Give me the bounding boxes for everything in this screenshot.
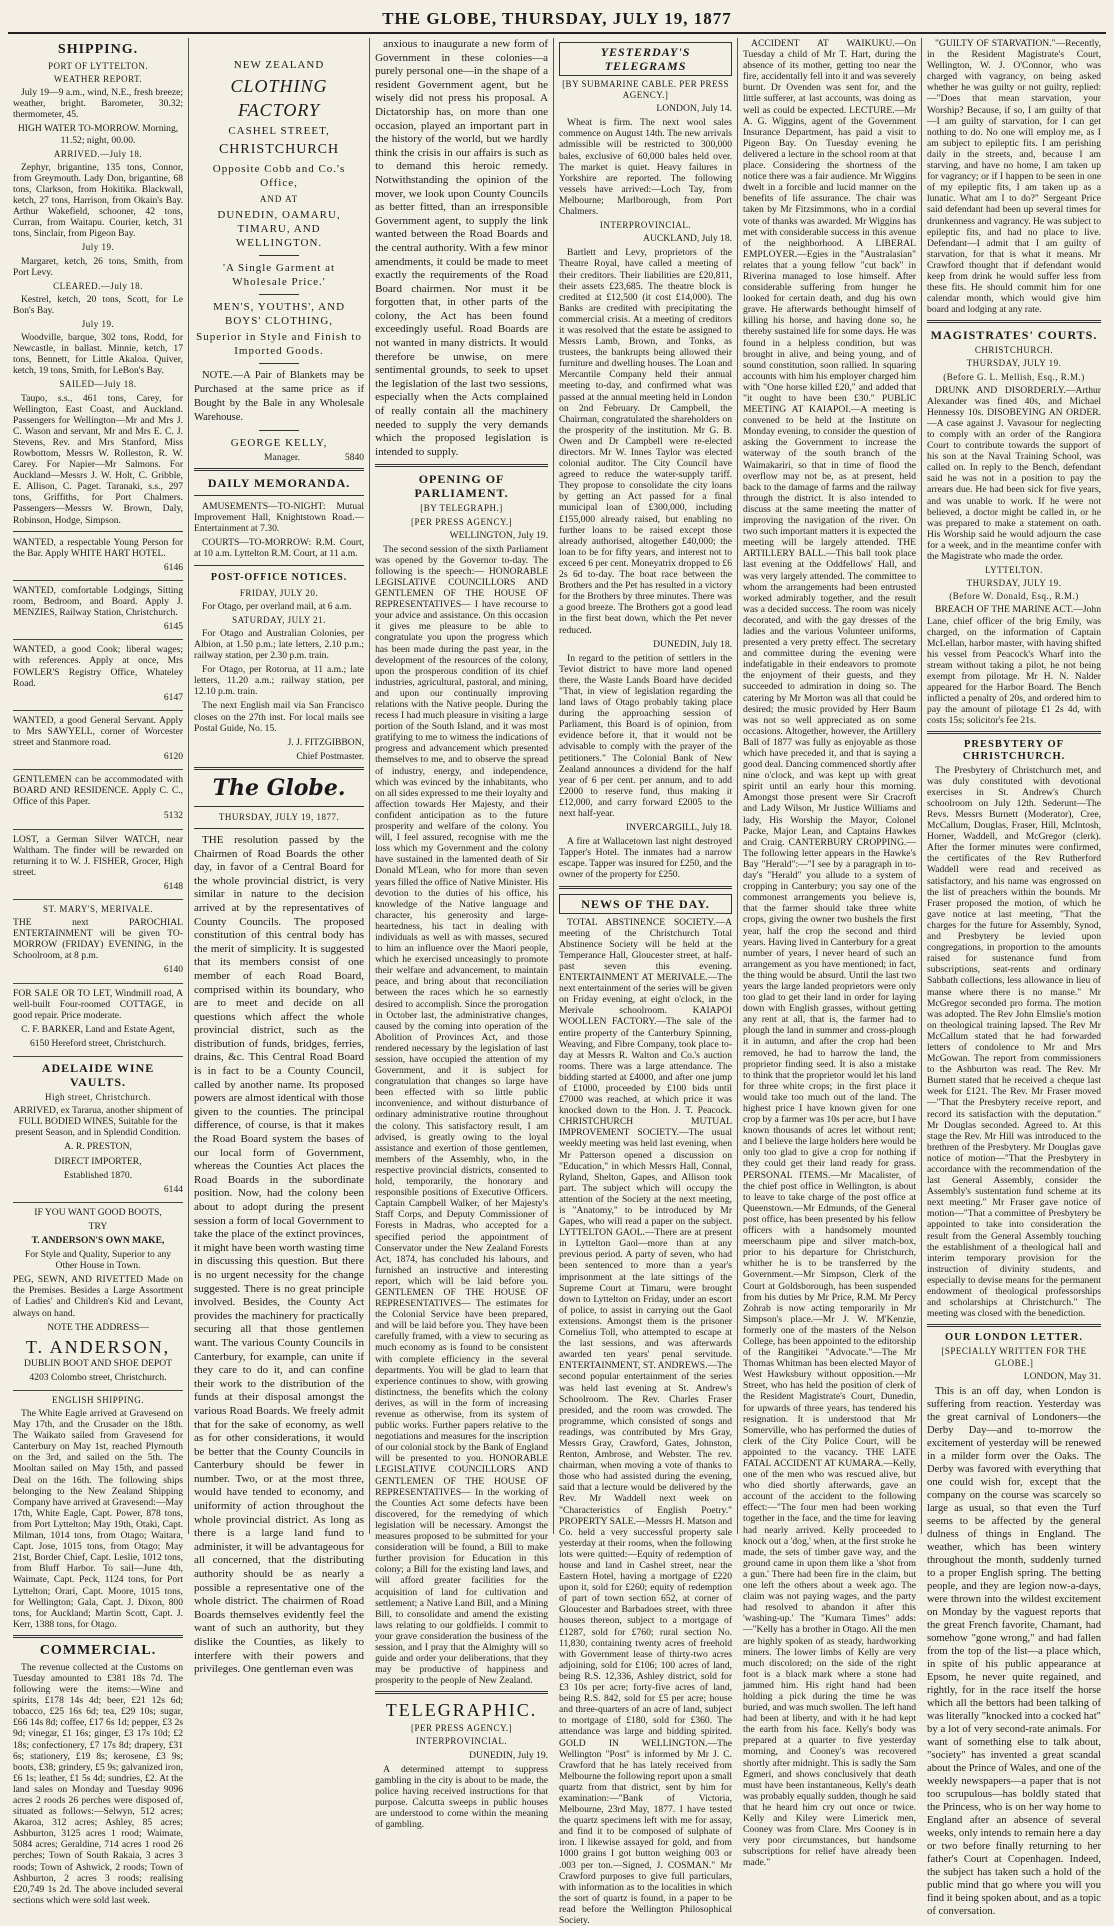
- parliament-heading: OPENING OF PARLIAMENT.: [414, 472, 509, 501]
- weather-text: July 19—9 a.m., wind, N.E., fresh breeze; weather, bright. Barometer, 30.32; thermometer, 45.: [13, 87, 184, 121]
- interprovincial-heading: INTERPROVINCIAL.: [599, 220, 692, 231]
- ad-line: T. ANDERSON'S OWN MAKE,: [31, 1234, 165, 1246]
- per-press: [PER PRESS AGENCY.]: [411, 516, 513, 527]
- ad-goods: MEN'S, YOUTHS', AND BOYS' CLOTHING,: [213, 301, 346, 327]
- masthead: THE GLOBE, THURSDAY, JULY 19, 1877: [8, 6, 1106, 34]
- commercial-heading: COMMERCIAL.: [39, 1642, 157, 1658]
- ad-superior: Superior in Style and Finish to Imported Goods.: [196, 331, 362, 357]
- ad-factory: CLOTHING FACTORY: [230, 76, 328, 120]
- interprovincial-heading: INTERPROVINCIAL.: [415, 1736, 508, 1747]
- leader-continued: anxious to inaugurate a new form of Government in these colonies—a purely personal one—in the shape of a resident Government agent, but he wisely did not press his proposal. A Dictatorship has, on more than one occasion, played an important part in the history of the world, but we hardly think the crisis in our affairs is such as to demand this heroic remedy. Notwithstanding the opinion of the mover, we look upon County Councils as better fitted, than an irresponsible Government agent, to supply the link wanted between the Road Boards and the central authority. With a few minor amendments, it could be made to meet exactly the requirements of the Road Board chairmen. Nor must it be forgotten that, in other parts of the colony, the Act has been found exceedingly useful. Road Boards are not wanted in many districts. It would therefore be unwise, on mere sentimental grounds, to seek to upset the legislation of the last two sessions, especially when the Acts complained of really contain all the machinery needed to supply the very demands which the proposed legislation is intended to supply.: [375, 38, 549, 458]
- ad-text: WANTED, comfortable Lodgings, Sitting room, Bedroom, and Board. Apply J. MENZIES, Railway Station, Christchurch.: [13, 584, 184, 619]
- auckland-text: Bartlett and Levy, proprietors of the Theatre Royal, have called a meeting of their creditors. Their liabilities are £20,811, their assets £23,685. The theatre block is credited at £12,500 (it cost £14,000). The Banks are credited with precipitating the commercial crisis. At a meeting of creditors it was resolved that the estate be assigned to Messrs Lamb, Brown, and Tonks, as trustees, the bankrupts being allowed their furniture and dwelling houses. The Loan and Mercantile Company held their annual meeting to-day, and confirmed what was passed at the annual meeting held in London on 2nd February. Dr Campbell, the Chairman, congratulated the shareholders on the prosperity of the institution. Mr G. B. Owen and Dr Campbell were re-elected directors. Mr W. Innes Taylor was elected colonial auditor. The City Council have agreed to reduce the water-supply tariff. They propose to consolidate the city loans by getting an Act passed for a final municipal loan of £300,000, including £155,000 already raised, but enabling no further loans to be raised except those already authorised, altogether £40,000; the loan to be for fifty years, and interest not to exceed 6 per cent. Moneyatrix dropped to £6 2s 6d to-day. The boat race between the Brothers and the Pet has resulted in a victory for the Brothers by three minutes. There was a good breeze. The Brothers got a good lead in the first beat down, which the Pet never reduced.: [559, 247, 733, 636]
- news-continued: ACCIDENT AT WAIKUKU.—On Tuesday a child of Mr T. Hart, during the absence of its mother, getting too near the fire, accidentally fell into it and was severely burnt. Dr Ovenden was sent for, and the little sufferer, at last accounts, was doing as well as could be expected. LECTURE.—Mr A. G. Wiggins, agent of the Government Insurance Department, has paid a visit to Pigeon Bay. On Tuesday evening he delivered a lecture in the school room at that place. Considering the shortness of the notice there was a fair audience. Mr Wiggins dwelt in a forcible and lucid manner on the benefits of life assurance. The chair was taken by Mr Fitzsimmons, who in a cordial vote of thanks was awarded. Mr Wiggins has met with considerable success in this avenue of the neighborhood. A LIBERAL EMPLOYER.—Egies in the "Australasian" relates that a young fellow "cut back" in Riverina managed to lose himself. After considerable suffering from hunger he looked for certain death, and dug his own grave. He afterwards bethought himself of killing his horse, and having done so, he thereby sustained life for some days. He was found in a helpless condition, but was brought in alive, and being young, and of sound constitution, soon rallied. In squaring accounts with him his employer charged him with "One horse killed £20," and added that "it ought to have been £30." PUBLIC MEETING AT KAIAPOI.—A meeting is convened to be held at the Institute on Monday evening, to consider the question of asking the Government to increase the waterway of the south branch of the Waimakariri, so that in time of flood the overflow may not be, as at present, held back to the damage of farms and the railway through the district. It is also intended to discuss at the same meeting the matter of improving the navigation of the river. On two such important matters it is expected the meeting will be largely attended. THE ARTILLERY BALL.—This ball took place last evening at the Oddfellows' Hall, and was very largely attended. The committee to whom the arrangements had been entrusted worked admirably together, and the result was a decided success. The room was nicely decorated, and with the gay dresses of the ladies and the various Volunteer uniforms, presented a very pretty effect. The secretary and committee during the evening were indefatigable in their endeavors to promote the enjoyment of their guests, and they succeeded to admiration in doing so. The catering by Mr Morton was all that could be desired; the music provided by Herr Baum was not so well appreciated as on some occasions. Altogether, however, the Artillery Ball of 1877 was fully as enjoyable as those which have preceded it, and that is saying a good deal. Dancing commenced shortly after nine o'clock, and was kept up with great spirit until an early hour this morning. Amongst those present were Sir Cracroft and Lady Wilson, Mr Justice Williams and lady, His Worship the Mayor, Colonel Packe, Major Lean, and Captains Hawkes and Craig. CANTERBURY CROPPING.—The following letter appears in the Hawke's Bay "Herald":—"I see by a paragraph in to-day's "Herald" you allude to a system of cropping in Canterbury; you say one of the commonest arrangements you believe is, that the farmer should take three white crops, giving the owner two bushels the first year, half the crop the second and third years. Having lived in Canterbury for a great number of years, I never heard of such an arrangement as you have mentioned; in fact, the thing would be absurd. Until the last two years the large landed proprietors were only too glad to get their land in order for laying down with English grasses, without getting any rent at all, that is, the farmer had to plough the land in summer and cross-plough it in autumn, and after the crop had been removed, he had to harrow the land, the proprietor finding seed. It is also a mistake to think that the proprietor would let his land for three white crops; in the first place it would take too much out of the land. The highest price I have known given for one crop by a farmer was 10s per acre, but I have known thousands of acres let without rent; and I believe the large holders here would be only too glad to give a crop for nothing if they could get their land ready for grass. PERSONAL ITEMS.—Mr Macalister, of the chief post office in Wellington, is about to leave to take charge of the post office at Queenstown.—Mr Edmunds, of the General post office, has been presented by his fellow officers with a handsomely mounted meerschaum pipe and silver match-box, prior to his departure for Christchurch, whither he is to be transferred by the Government.—Mr Simpson, Clerk of the Court at Goldsborough, has been suspended from his duties by Mr Price, R.M. Mr Percy Zohrab is now acting temporarily in Mr Simpson's place.—Mr J. W. M'Kenzie, formerly one of the masters of the Nelson College, has been appointed to the editorship of the Rangitikei "Advocate."—The Mr Thomas Whitman has been elected Mayor of West Hawksbury without opposition.—Mr Street, who has held the position of clerk of the Resident Magistrate's Court, Dunedin, for upwards of three years, has tendered his resignation. It is understood that Mr Somerville, who has performed the duties of clerk of the City Police Court, will be appointed to the vacancy. THE LATE FATAL ACCIDENT AT KUMARA.—Kelly, one of the men who was rescued alive, but who died shortly afterwards, gave an account of the accident to the following effect:—"The four men had been working together in the face, and the time for leaving had nearly arrived. Kelly proceeded to knock out a 'dog,' when, at the first stroke he made, the sets of timber gave way, and the ground came in upon them like a 'shot from a gun.' There had been fire in the claim, but one left the others about a week ago. The claim was not paying wages, and the party had resolved to abandon it after this 'washing-up.' The "Kumara Times" adds:—"Kelly has a brother in Otago. All the men are highly spoken of as steady, hardworking miners. The lower limbs of Kelly are very much discolored; on the side of the right foot is a black mark where a stone had jammed him. His right hand had been holding a pick during the time he was buried, and was much swollen. The left hand had been at liberty, and with it he had kept the earth from his face. Kelly's body was prepared at a quarter to five yesterday morning, and Cooney's was recovered shortly after midnight. This is sadly the Sam Egmeri, and shows conclusively that death must have been instantaneous, Kelly's death was probably equally sudden, though he said that he heard him cry out once or twice. Kelly and Kiley were Limerick men, Cooney was from Clare. Mrs Cooney is in very poor circumstances, but handsome subscriptions for relief have already been made.": [743, 38, 917, 1869]
- ad-line: For Style and Quality, Superior to any Other House in Town.: [24, 1249, 172, 1272]
- arrived-heading: ARRIVED.—July 18.: [53, 148, 143, 159]
- dateline: INVERCARGILL, July 18.: [625, 822, 733, 834]
- courts: COURTS—TO-MORROW: R.M. Court, at 10 a.m. Lyttelton R.M. Court, at 11 a.m.: [194, 537, 365, 560]
- leader-date: THURSDAY, JULY 19, 1877.: [218, 811, 340, 822]
- columns: [8, 38, 1106, 1926]
- column-5: [738, 38, 922, 1869]
- dateline: LONDON, May 31.: [1023, 1370, 1101, 1382]
- post-heading: POST-OFFICE NOTICES.: [210, 571, 348, 583]
- ad-line: PEG, SEWN, AND RIVETTED Made on the Premises. Besides a Large Assortment of Ladies' and Children's Kid and Levant, always on hand.: [13, 1274, 184, 1319]
- london-letter-heading: OUR LONDON LETTER.: [945, 1332, 1083, 1344]
- ad-number: 5840: [344, 452, 365, 463]
- news-text: TOTAL ABSTINENCE SOCIETY.—A meeting of the Christchurch Total Abstinence Society will be held at the Temperance Hall, Gloucester street, at half-past seven this evening. ENTERTAINMENT AT MERIVALE.—The next entertainment of the series will be given on Friday evening, at eight o'clock, in the Merivale schoolroom. KAIAPOI WOOLLEN FACTORY.—The sale of the entire property of the Canterbury Spinning, Weaving, and Fibre Company, took place to-day at Messrs R. Walton and Co.'s auction rooms. There was a large attendance. The bidding started at £4000, and after one jump of £1000, proceeded by £100 bids until £7000 was reached, at which price it was knocked down to the Hon. J. T. Peacock. CHRISTCHURCH MUTUAL IMPROVEMENT SOCIETY.—The usual weekly meeting was held last evening, when Mr Patterson opened a discussion on "Education," in which Messrs Hall, Connal, Ryland, Shelton, Gapes, and Allison took part. The subject which will occupy the attention of the Society at the next meeting, is "Anatomy," to be introduced by Mr Gapes, who will read a paper on the subject. LYTTELTON GAOL.—There are at present in Lyttelton Gaol—more than at any previous period. A party of seven, who had been sentenced to more than a year's imprisonment at the late sittings of the Supreme Court at Timaru, were brought down to Lyttelton on Friday, under an escort of police, to assist in carrying out the Gaol extensions. Amongst them is the prisoner Cornelius Toll, who attempted to escape at the last sessions, and was afterwards awarded ten years' penal servitude. ENTERTAINMENT, ST. ANDREWS.—The second popular entertainment of the series was held last evening at St. Andrew's Schoolroom. The Rev. Charles Fraser presided, and the room was crowded. The programme, which consisted of songs and readings, was contributed by Mrs Gray, Messrs Gray, Crawford, Gates, Johnston, Renton, Ambrose, and Webster. The rev. chairman, when moving a vote of thanks to those who had assisted during the evening, said that a lecture would be delivered by the Rev. Mr Waddell next week on "Characteristics of English Poetry." PROPERTY SALE.—Messrs H. Matson and Co. held a very successful property sale yesterday at their rooms, when the following lots were quitted:—Equity of redemption of house and land in Cashel street, near the Eastern Hotel, having a mortgage of £220 upon it, sold for £260; equity of redemption of part of town section 652, at corner of Gloucester and Barbadoes street, with three houses thereon, subject to a mortgage of £1287, sold for £760; rural section No. 11,830, containing twenty acres of freehold with Government lease of thirty-two acres adjoining, sold for £106; 100 acres of land, being R.S. 12,336, Ashley district, sold for £3 10s per acre; forty-five acres of land, being R.S. 842, sold for £5 per acre; house and three-quarters of an acre of land, subject to mortgage of £180, sold for £360. The attendance was large and bidding spirited. GOLD IN WELLINGTON.—The Wellington "Post" is informed by Mr J. C. Crawford that he has lately received from Melbourne the following report upon a small quartz from that district, sent by him for examination:—"Bank of Victoria, Melbourne, 23rd May, 1877. I have tested the quartz specimens left with me for assay, and find it to be composed of sulphate of iron. I likewise assayed for gold, and from 1000 grains I got button weighing 003 or .003 per ton.—Signed, J. COSMAN." Mr Crawford purposes to give full particulars, with information as to the localities in which the sort of quartz is found, in a paper to be read before the Wellington Philosophical Society.: [559, 916, 733, 1926]
- lyttelton-heading: LYTTELTON.: [985, 565, 1043, 576]
- ad-line: DUBLIN BOOT AND SHOE DEPOT: [24, 1357, 173, 1369]
- ad-number: 6146: [163, 561, 184, 573]
- high-water: HIGH WATER TO-MORROW. Morning, 11.52; night, 00.00.: [17, 123, 179, 146]
- july19-heading: July 19.: [81, 242, 115, 253]
- ad-number: 6147: [163, 691, 184, 703]
- ad-cashel: CASHEL STREET,: [228, 125, 330, 137]
- presbytery-heading: PRESBYTERY OF CHRISTCHURCH.: [962, 739, 1066, 762]
- ad-text: THE next PAROCHIAL ENTERTAINMENT will be given TO-MORROW (FRIDAY) EVENING, in the Schoolroom, at 8 p.m.: [13, 917, 184, 962]
- ad-st-marys: [13, 904, 183, 984]
- dateline: WELLINGTON, July 19.: [449, 529, 549, 541]
- port-heading: PORT OF LYTTELTON.: [47, 61, 149, 71]
- dunedin-text: In regard to the petition of settlers in the Teviot district to have more land opened there, the Waste Lands Board have decided "That, in view of legislation regarding the land laws of Otago probably taking place during the approaching session of Parliament, this Board is of opinion, from evidence before it, that it would not be advisable to comply with the prayer of the petitioners." The Colonial Bank of New Zealand announces a dividend for the half year of 6 per cent. per annum, and to add £2000 to reserve fund, thus making it £12,000, and carry forward £2005 to the next half-year.: [559, 652, 733, 819]
- ad-heading: ADELAIDE WINE VAULTS.: [41, 1061, 155, 1090]
- ad-and-at: AND AT: [259, 194, 299, 204]
- ad-note: NOTE.—A Pair of Blankets may be Purchased at the same price as if Bought by the Bale in any Wholesale Warehouse.: [194, 370, 365, 423]
- ad-number: 5132: [163, 810, 184, 822]
- ad-number: 6140: [163, 964, 184, 976]
- post-1: For Otago, per overland mail, at 6 a.m.: [202, 600, 352, 612]
- july19b-heading: July 19.: [81, 318, 115, 329]
- post-4: The next English mail via San Francisco closes on the 27th inst. For local mails see Postal Guide, No. 15.: [194, 700, 365, 734]
- ad-role: DIRECT IMPORTER,: [54, 1155, 142, 1167]
- lyttelton-date: THURSDAY, JULY 19.: [966, 578, 1062, 589]
- ad-text: WANTED, a good General Servant. Apply to Mrs SAWYELL, corner of Worcester street and Stanmore road.: [13, 714, 184, 748]
- post-2: For Otago and Australian Colonies, per Albion, at 1.50 p.m.; late letters, 2.10 p.m.; railway station, per 2.30 p.m. train.: [194, 627, 365, 662]
- chch-before: (Before G. L. Mellish, Esq., R.M.): [943, 371, 1085, 382]
- ad-est: Established 1870.: [63, 1169, 133, 1181]
- post-date: FRIDAY, JULY 20.: [239, 587, 319, 598]
- sailed-text: Taupo, s.s., 461 tons, Carey, for Wellington, East Coast, and Auckland. Passengers for Wellington—Mr and Mrs J. C. Wason and servant, Mr and Mrs E. C. J. Stevens, Rev. and Mrs Stanford, Miss Rowbottom, Messrs W. Rolleston, R. W. Carey. For Napier—Mr Salmons. For Auckland—Messrs J. W. Holt, C. Gribble, E. Allison, C. Paget. Taranaki, s.s., 297 tons, Griffiths, for Port Chalmers. Passengers—Messrs W. Brown, Daly, Robinson, Hodge, Simpson.: [13, 392, 184, 526]
- ad-line: NOTE THE ADDRESS—: [47, 1321, 149, 1333]
- margaret-text: Margaret, ketch, 26 tons, Smith, from Port Levy.: [13, 255, 184, 278]
- ad-line: TRY: [88, 1220, 108, 1232]
- ad-text: ARRIVED, ex Tararua, another shipment of FULL BODIED WINES, Suitable for the present Season, and in Splendid Condition.: [13, 1105, 183, 1139]
- ad-heading: ST. MARY'S, MERIVALE.: [42, 904, 154, 914]
- arrived-text: Zephyr, brigantine, 135 tons, Connor, from Greymouth. Lady Don, brigantine, 68 tons, Clarkson, from Hokitika. Blackwall, ketch, 27 tons, Harrison, from Okain's Bay. Arthur Wakefield, schooner, 42 tons, Curran, from Waitapu. Courier, ketch, 31 tons, Sinclair, from Pigeon Bay.: [13, 161, 184, 240]
- dateline: LONDON, July 14.: [656, 103, 733, 115]
- speech-text: The second session of the sixth Parliament was opened by the Governor to-day. The following is the speech:— HONORABLE LEGISLATIVE COUNCILLORS AND GENTLEMEN OF THE HOUSE OF REPRESENTATIVES— I have recourse to your advice and assistance. On this occasion it gives me pleasure to be able to congratulate you upon the progress which has been made during the past year, in the development of the resources of the colony, upon the prosperous condition of its chief industries, agricultural, pastoral, and mining, and upon our continually improving relations with the Native people. During the recess I had much pleasure in visiting a large portion of the South Island, and it was most gratifying to me to witness the indications of progress and advancement which presented themselves to me, and to observe the spread of industry, energy, and independence, which was evinced by the inhabitants, who on all sides expressed to me their loyalty and affection towards Her Majesty, and their confident anticipation as to the future prosperity and welfare of the colony. You will, I feel assured, recognise with me the loss which my Government and the colony have sustained in the lamented death of Sir Donald M'Lean, who for more than seven years filled the office of Native Minister. His devotion to the duties of his office, his knowledge of the Native language and character, his generosity and large-heartedness, his tact in dealing with individuals as well as with masses, secured to him an influence over the Maori people, which he exercised unceasingly to promote their welfare and advancement, to maintain peace, and bring about that reconciliation between the races which he so earnestly desired to accomplish. Since the prorogation in October last, the administrative changes, caused by the coming into operation of the Abolition of Provinces Act, and those rendered necessary by the legislation of last session, have occupied the attention of my Government, and it is subject for congratulation that changes so large have been effected with so little public inconvenience, and without disturbance of ordinary administrative routine throughout the colony. This satisfactory result, I am advised, is greatly owing to the loyal assistance and exertion of those gentlemen, members of the Assembly, who, in the respective provincial districts, consented to hold, temporarily, the honorary and responsible positions of Executive Officers. Captain Campbell Walker, of her Majesty's Staff Corps, and Deputy Commissioner of Forests in Madras, who accepted for a specified period the appointment of Conservator under the New Zealand Forests Act, 1874, has concluded his labours, and furnished an instructive and interesting report, which will be laid before you. GENTLEMEN OF THE HOUSE OF REPRESENTATIVES— The estimates for the Colonial Service have been prepared, and will be laid before you. They have been carefully framed, with a view to securing as much economy as is found to be consistent with complete efficiency in the several departments. You will be glad to learn that experience continues to show, with growing distinctness, the benefits which the colony derives, as will in the form of increasing revenue as otherwise, from its system of public works. Further papers relative to the negotiations and measures for the inscription of our colonial stock by the Bank of England will be presented to you. HONORABLE LEGISLATIVE COUNCILLORS AND GENTLEMEN OF THE HOUSE OF REPRESENTATIVES— In the working of the Counties Act some defects have been discovered, for the remedying of which legislation will be necessary. Amongst the measures proposed to be submitted for your consideration will be found, a Bill to make further provision for Education in this colony; a Bill for the existing land laws, and will afford greater facilities for the acquisition of land for cultivation and settlement; a Native Land Bill, and a Mining Bill, to consolidate and amend the existing laws relating to our goldfields. I commit to your grave consideration the business of the session, and I pray that the Almighty will so guide and order your deliberations, that they may be productive of happiness and prosperity to the people of New Zealand.: [375, 543, 549, 1687]
- chch-court-text: DRUNK AND DISORDERLY.—Arthur Alexander was fined 40s, and Michael Hennessy 10s. DISOBEYING AN ORDER.—A case against J. Vavasour for neglecting to comply with an order of the Rangiora Court to contribute towards the support of his son at the Naval Training School, was called on. In reply to the Bench, defendant said he was not in a position to pay the arrears due. He had been sick for five years, and was unable to work. If he were not believed, a doctor might be called in, or he was prepared to make a statement on oath. His Worship said he would adjourn the case for a week, and in the meantime confer with the Magistrate who made the order.: [927, 384, 1101, 563]
- weather-heading: WEATHER REPORT.: [53, 74, 143, 85]
- post-role: Chief Postmaster.: [296, 750, 365, 762]
- magistrates-heading: MAGISTRATES' COURTS.: [930, 328, 1098, 343]
- ad-wanted-cook: [13, 644, 183, 710]
- ad-number: 6148: [163, 880, 184, 892]
- column-2: [189, 38, 370, 1676]
- ad-text: WANTED, a good Cook; liberal wages; with references. Apply at once, Mrs FOWLER'S Registry Office, Whateley Road.: [13, 644, 184, 689]
- ad-gentlemen-board: [13, 774, 183, 829]
- yesterdays-telegrams-heading: YESTERDAY'S TELEGRAMS: [559, 42, 732, 76]
- leader-text: THE resolution passed by the Chairmen of Road Boards the other day, in favor of a Central Board for the whole provincial district, is very similar in nature to the decision arrived at by the representatives of County Councils. The proposed constitution of this central body has the merit of simplicity. It is suggested that its members consist of one member of each Road Board, comprised within its boundary, who are to meet and decide on all questions which affect the whole provincial district, such as the distribution of funds, bridges, ferries, drains, &c. This Central Road Board is in fact to be a County Council, called by another name. Its proposed powers are almost identical with those given to the counties. The principal difference, of course, is that it makes the Road Board system the bases of our local form of Government, whereas the Counties Act places the Road Boards in the subordinate position. Now, had the colony been about to adopt during the present session a form of local Government to take the place of the extinct provinces, it might have been worth wasting time in discussing this question. But there is no urgent necessity for the change suggested. There is no great principle involved. Besides, the County Act provides the machinery for practically securing all that those gentlemen want. The various County Councils in Canterbury, for example, can unite if they care to do it, and can confine their work to the distribution of the funds at their disposal amongst the various Road Boards. We freely admit that for the sake of economy, as well as for other considerations, it would be better that the County Councils in Canterbury should be fewer in number. Two, or at the most three, would have tended to economy, and uniformity of action throughout the whole provincial district. As long as there is a large land fund to administer, it will be advantageous for all concerned, that the distributing authority should be as nearly a possible a representative one of the whole district. The chairmen of Road Boards themselves evidently feel the want of such an authority, but they dislike the Counties, as likely to interfere with their powers and privileges. One gentleman even was: [194, 833, 365, 1676]
- english-shipping-text: The White Eagle arrived at Gravesend on May 17th, and the Crusader on the 18th. The Waikato sailed from Gravesend for Canterbury on May 1st, reached Plymouth on the 3rd, and sailed on the 5th. The Mooltan sailed on May 15th, and passed Deal on the 16th. The following ships belonging to the New Zealand Shipping Company have arrived at Gravesend:—May 17th, White Eagle, Capt. Power, 878 tons, from Port Lyttelton; May 19th, Otaki, Capt. Milman, 1014 tons, from Otago; Waitara, Capt. Jose, 1015 tons, from Otago; May 21st, Border Chief, Capt. Leslie, 1012 tons, from Bluff Harbor. To sail—June 4th, Waimate, Capt. Peck, 1124 tons, for Port Lyttelton; Orari, Capt. Moore, 1015 tons, for Wellington; Gala, Capt. J. Dixon, 800 tons, for Auckland; Martin Scott, Capt. J. Kerr, 1388 tons, for Otago.: [13, 1408, 184, 1630]
- post-name: J. J. FITZGIBBON,: [287, 736, 365, 748]
- post-saturday: SATURDAY, JULY 21.: [232, 614, 326, 625]
- ad-city: CHRISTCHURCH: [218, 142, 340, 157]
- ad-manager-role: Manager.: [264, 452, 300, 463]
- column-1: [8, 38, 189, 1906]
- chch-heading: CHRISTCHURCH.: [974, 345, 1054, 356]
- london-letter-special: [SPECIALLY WRITTEN FOR THE GLOBE.]: [941, 1346, 1087, 1368]
- ad-line: IF YOU WANT GOOD BOOTS,: [34, 1206, 162, 1218]
- cable-agency: [BY SUBMARINE CABLE. PER PRESS AGENCY.]: [562, 79, 730, 101]
- dateline: AUCKLAND, July 18.: [643, 233, 733, 245]
- commercial-text: The revenue collected at the Customs on Tuesday amounted to £381 18s 7d. The following were the items:—Wine and spirits, £178 14s 4d; beer, £21 12s 6d; tobacco, £25 16s 6d; tea, £29 10s; sugar, £66 14s 8d; coffee, £17 6s 1d; pepper, £3 2s 9d; vinegar, £1 16s; ginger, £3 17s 10d; £2 18s; confectionery, £7 17s 8d; drapery, £31 6s; stationery, £19 8s; kerosene, £3 9s; boots, £38; grindery, £5 9s; galvanized iron, £6 1s; leather, £1 5s 4d; sundries, £2. At the land sales on Monday and Tuesday 9096 acres 2 roods 26 perches were disposed of, situated as follows:—Selwyn, 512 acres; Akaroa, 312 acres; Ashley, 85 acres; Ashburton, 3125 acres 1 rood; Waimate, 5084 acres; Geraldine, 714 acres 1 rood 26 perches; Town of South Rakaia, 3 acres 3 roods; Town of Ashwick, 2 roods; Town of Ashburton, 2 acres 3 roods; realising £20,749 1s 2d. The above included several sections which were sold last week.: [13, 1661, 184, 1906]
- ad-text: WANTED, a respectable Young Person for the Bar. Apply WHITE HART HOTEL.: [13, 536, 184, 559]
- ad-lost-watch: [13, 834, 183, 900]
- cable-text: Wheat is firm. The next wool sales commence on August 14th. The new arrivals admissible will be restricted to 300,000 bales, exclusive of 60,000 bales held over. The market is quiet. Heavy failures in Yorkshire are reported. The following vessels have arrived:—Loch Tay, from Melbourne; Marlborough, from Port Chalmers.: [559, 117, 733, 218]
- shipping-heading: SHIPPING.: [57, 42, 139, 57]
- starvation-text: "GUILTY OF STARVATION."—Recently, in the Resident Magistrate's Court, Wellington, W. J. O'Connor, who was charged with vagrancy, on being asked whether he was guilty or not guilty, replied:—"Does that mean starvation, your Worship? Because, if so, I am guilty of that—I am guilty of starvation, for I can get nothing to do. No one will employ me, as I am subject to epileptic fits. I am perishing daily in the streets, and, because I am starving, and have no home, I am taken up for vagrancy; or if I happen to be seen in one of my epileptic fits, I am taken up as a lunatic. What am I to do?" Sergeant Price said defendant had been up several times for drunkenness and vagrancy. He was subject to epileptic fits, and had no place to live. Defendant—I admit that I am guilty of starvation, for that is what it means. Mr Crawford thought that if defendant would keep from drink he would suffer less from these fits. He should commit him for one calendar month, which would give him board and lodging at any rate.: [927, 38, 1101, 316]
- column-6: [922, 38, 1106, 1917]
- chch-date: THURSDAY, JULY 19.: [966, 358, 1062, 369]
- amusements: AMUSEMENTS—TO-NIGHT: Mutual Improvement Hall, Knightstown Road.—Entertainment at 7.30.: [194, 501, 365, 535]
- ad-text: GENTLEMEN can be accommodated with BOARD AND RESIDENCE. Apply C. C., Office of this Paper.: [13, 774, 184, 808]
- ad-opposite: Opposite Cobb and Co.'s Office,: [212, 163, 346, 189]
- ad-slogan: 'A Single Garment at Wholesale Price.': [222, 262, 336, 288]
- ad-name: A. R. PRESTON,: [64, 1141, 132, 1153]
- ad-line: 4203 Colombo street, Christchurch.: [29, 1371, 167, 1383]
- ad-name: C. F. BARKER, Land and Estate Agent,: [21, 1023, 175, 1035]
- presbytery-text: The Presbytery of Christchurch met, and was duly constituted with devotional exercises in St. Andrew's Church schoolroom on July 12th. Sederunt—The Revs. Messrs Burnett (Moderator), Cree, McCallum, Douglas, Fraser, Hill, McIntosh, Horner, Waddell, and McGregor (clerk). After the former minutes were confirmed, the certificates of the Rev Rutherford Waddell were read and received as satisfactory, and his name was engrossed on the list of preachers within the bounds. Mr Fraser proposed the motion, of which he gave notice at last meeting, "That the charges for the future for Assembly, Synod, and Presbytery be levied upon congregations, in proportion to the amounts raised for sustenance fund from subscriptions, seat-rents and ordinary Sabbath collections, less allowance in lieu of manse where there is no manse." Mr McGregor seconded pro forma. The motion was adopted. The Rev John Elmslie's motion on theological training lapsed. The Rev Mr McCallum stated that he had forwarded letters of condolence to Mr and Mrs McGowan. The report from commissioners to the Ashburton was read. The Rev. Mr Burnett stated that he received a cheque last week for £121. The Rev. Mr Fraser moved—"That the Presbytery receive report, and record its satisfaction with the deputation." Mr Douglas seconded. Agreed to. At this stage the Rev. Mr Hill was introduced to the brethren of the Presbytery. Mr Douglas gave notice of motion—"That the Presbytery in accordance with the recommendation of the last General Assembly, consider the Assembly's sustentation fund scheme at its next meeting." Mr Fraser gave notice of motion—"That a committee of Presbytery be appointed to take into consideration the result from the General Assembly touching the establishment of a theological hall and interim temporary provision for the instruction of divinity students, and especially to devise means for the permanent endowment of theological professorships and scholarships at Christchurch." The meeting was closed with the benediction.: [927, 764, 1101, 1320]
- ad-street: High street, Christchurch.: [45, 1092, 151, 1103]
- column-3: [370, 38, 554, 1831]
- globe-nameplate: The Globe.: [212, 774, 346, 801]
- english-shipping-heading: ENGLISH SHIPPING.: [52, 1394, 145, 1405]
- cleared2-text: Woodville, barque, 302 tons, Rodd, for Newcastle, in ballast. Minnie, ketch, 17 tons, Bennett, for Little Akaloa. Quiver, ketch, 19 tons, Smith, for LeBon's Bay.: [13, 332, 184, 377]
- invercargill-text: A fire at Wallacetown last night destroyed Tapper's Hotel. The inmates had a narrow escape. Tapper was insured for £250, and the owner of the property for £250.: [559, 836, 733, 881]
- ad-manager-name: GEORGE KELLY,: [230, 437, 328, 449]
- post-3: For Otago, per Rotorua, at 11 a.m.; late letters, 11.20 a.m.; railway station, per 12.10 p.m. train.: [194, 664, 365, 698]
- telegraphic-text: A determined attempt to suppress gambling in the city is about to be made, the police having received instructions for that purpose. Calcutta sweeps in public houses are understood to come within the meaning of gambling.: [375, 1763, 549, 1831]
- cleared-heading: CLEARED.—July 18.: [53, 280, 143, 291]
- by-telegraph: [BY TELEGRAPH.]: [420, 503, 503, 514]
- lyttelton-court-text: BREACH OF THE MARINE ACT.—John Lane, chief officer of the brig Emily, was charged, on the information of Captain McLellan, harbor master, with having shifted his vessel from Peacock's Wharf into the stream without taking a pilot, he not being exempt from pilotage. Mr H. N. Nalder appeared for the Harbor Board. The Bench inflicted a penalty of 20s, and ordered him to pay the amount of pilotage £1 2s 4d, with costs 15s; solicitor's fee 21s.: [927, 604, 1101, 727]
- ad-adelaide-wine: [13, 1061, 183, 1203]
- dateline: DUNEDIN, July 19.: [469, 1749, 549, 1761]
- ad-towns: DUNEDIN, OAMARU, TIMARU, AND WELLINGTON.: [217, 209, 341, 249]
- sailed-heading: SAILED—July 18.: [59, 379, 137, 390]
- ad-wanted-lodgings: [13, 585, 183, 640]
- ad-address: 6150 Hereford street, Christchurch.: [29, 1037, 167, 1049]
- ad-number: 6145: [163, 621, 184, 633]
- ad-number: 6120: [163, 751, 184, 763]
- dateline: DUNEDIN, July 18.: [653, 638, 733, 650]
- cleared-text: Kestrel, ketch, 20 tons, Scott, for Le Bon's Bay.: [13, 293, 184, 316]
- telegraphic-heading: TELEGRAPHIC.: [385, 1700, 538, 1721]
- news-of-the-day-heading: NEWS OF THE DAY.: [559, 894, 732, 914]
- telegraphic-agency: [PER PRESS AGENCY.]: [411, 1723, 513, 1734]
- ad-anderson-boots: [13, 1207, 183, 1391]
- lyttelton-before: (Before W. Donald, Esq., R.M.): [949, 591, 1079, 602]
- ad-text: LOST, a German Silver WATCH, near Waltham. The finder will be rewarded on returning it to W. J. FISHER, Grocer, High street.: [13, 833, 184, 878]
- ad-text: FOR SALE OR TO LET, Windmill road, A well-built Four-roomed COTTAGE, in good repair. Price moderate.: [13, 987, 184, 1021]
- ad-for-sale: [13, 988, 183, 1057]
- ad-wanted-barmaid: [13, 537, 183, 581]
- ad-brand: T. ANDERSON,: [25, 1336, 171, 1357]
- ad-wanted-servant: [13, 715, 183, 770]
- ad-nz: NEW ZEALAND: [233, 59, 325, 71]
- london-letter-text: This is an off day, when London is suffering from reaction. Yesterday was the great carnival of Londoners—the Derby Day—and to-morrow the excitement of yesterday will be renewed in a milder form over the Oaks. The Derby was favored with everything that one could wish for, except that the company on the course was scarcely so large as usual, so that even the Turf seems to be affected by the general dulness of things in England. The weather, which has been wintery throughout the month, suddenly turned to a proper English spring. The betting people, and they are legion now-a-days, were thrown into the wildest excitement on Monday by the vaguest reports that the great French favorite, Chamant, had somehow "gone wrong," and had fallen from the top of the list—a place which, in spite of his public appearance at Epsom, he never quite regained, and rightly, for in the race itself the horse which all the bettors had been talking of was literally "knocked into a cocked hat" by a lot of very second-rate animals. For want of something else to talk about, "society" has invented a great scandal about the Prince of Wales, and one of the weekly newspapers—a paper that is not too scrupulous—has boldly stated that the Princess, who is on her way home to England after an absence of several weeks, only intends to remain here a day or two before finally returning to her father's Court at Copenhagen. Indeed, the subject has taken such a hold of the public mind that go where you will you find it being spoken about, and as a topic of conversation.: [927, 1385, 1102, 1917]
- ad-number: 6144: [163, 1183, 184, 1195]
- memoranda-heading: DAILY MEMORANDA.: [207, 476, 351, 491]
- column-4: [554, 38, 738, 1926]
